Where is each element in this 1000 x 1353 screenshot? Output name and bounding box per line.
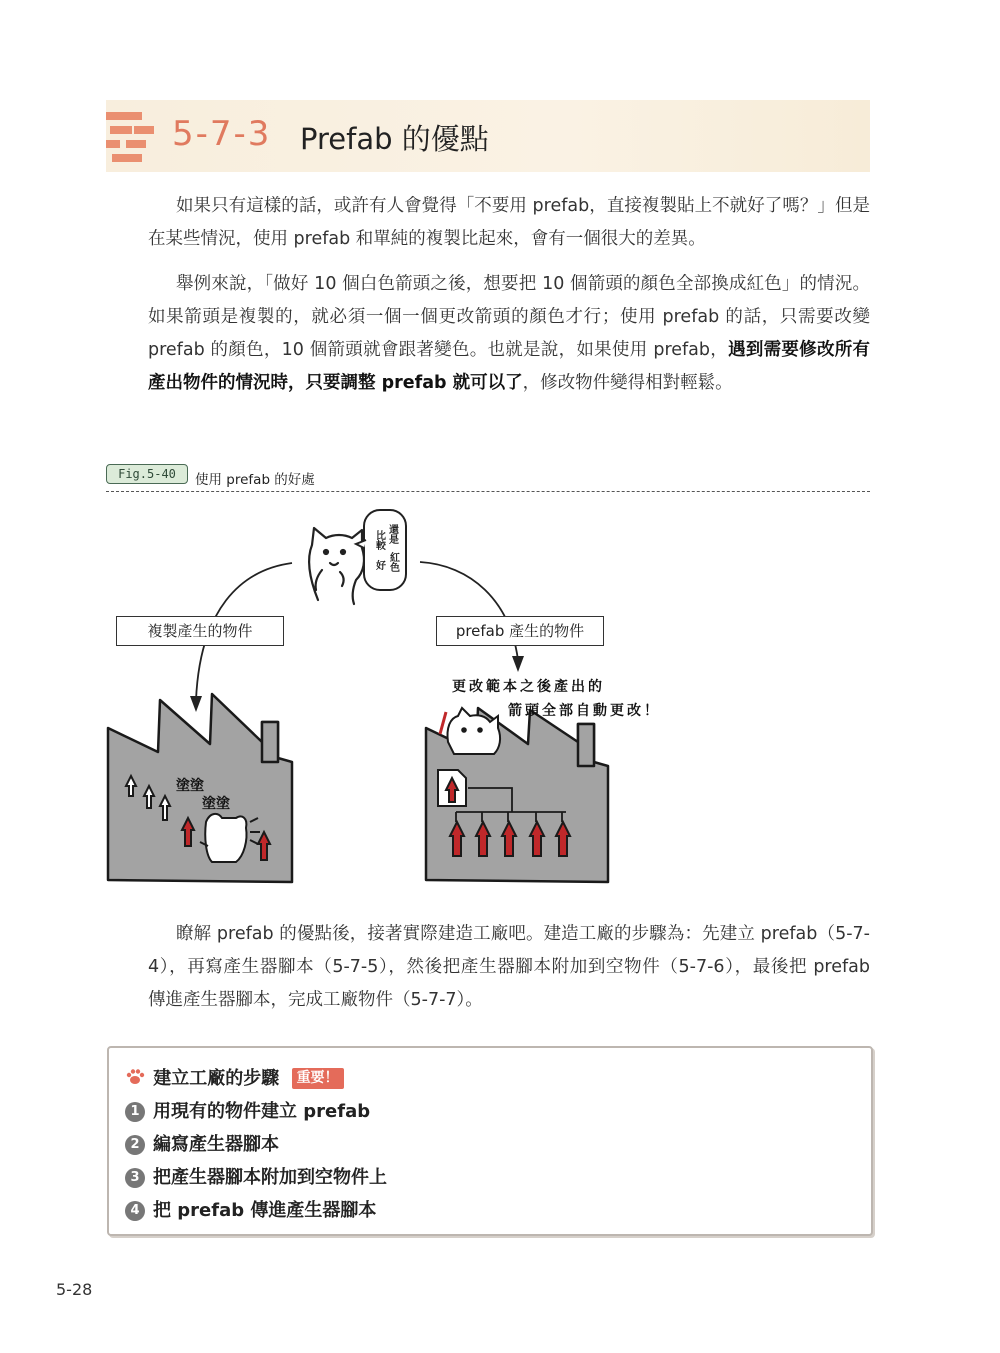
steps-box <box>107 1046 873 1236</box>
bubble-line-3: 好 <box>373 560 385 570</box>
important-badge: 重要！ <box>292 1068 344 1089</box>
step-number-1: 1 <box>125 1102 145 1122</box>
copy-objects-label: 複製產生的物件 <box>116 616 284 646</box>
steps-header <box>125 1064 344 1091</box>
paragraph-2-bold: 遇到需要修改所有產出物件的情況時，只要調整 prefab 就可以了 <box>148 340 870 393</box>
right-note-line-2: 箭頭全部自動更改！ <box>508 703 661 719</box>
speech-bubble <box>356 510 406 590</box>
step-item-1 <box>125 1097 370 1123</box>
step-number-2: 2 <box>125 1135 145 1155</box>
step-text-1: 用現有的物件建立 prefab <box>153 1101 371 1122</box>
prefab-objects-label: prefab 產生的物件 <box>436 616 604 646</box>
figure-caption: 使用 prefab 的好處 <box>195 472 315 488</box>
section-number: 5-7-3 <box>172 114 272 154</box>
step-number-4: 4 <box>125 1201 145 1221</box>
paragraph-1-text: 如果只有這樣的話，或許有人會覺得「不要用 prefab，直接複製貼上不就好了嗎？」但是在某些情況，使用 prefab 和單純的複製比起來，會有一個很大的差異。 <box>148 196 870 249</box>
step-item-3 <box>125 1163 387 1189</box>
left-sound-2: 塗塗 <box>202 796 230 812</box>
paragraph-2-part1: 舉例來說，「做好 10 個白色箭頭之後，想要把 10 個箭頭的顏色全部換成紅色」的情況。如果箭頭是複製的，就必須一個一個更改箭頭的顏色才行；使用 prefab 的話，只需要改變 prefab 的顏色，10 個箭頭就會跟著變色。也就是說，如果使用 prefab， <box>148 274 870 360</box>
paragraph-2-part2: ，修改物件變得相對輕鬆。 <box>522 373 733 393</box>
step-text-4: 把 prefab 傳進產生器腳本 <box>153 1200 377 1221</box>
bubble-line-1: 還是 <box>386 524 398 544</box>
paragraph-3-text: 瞭解 prefab 的優點後，接著實際建造工廠吧。建造工廠的步驟為：先建立 prefab（5-7-4），再寫產生器腳本（5-7-5），然後把產生器腳本附加到空物件（5-7-6），最後把 prefab 傳進產生器腳本，完成工廠物件（5-7-7）。 <box>148 924 870 1010</box>
left-sound-1: 塗塗 <box>176 778 204 794</box>
step-item-2 <box>125 1130 279 1156</box>
right-note-line-1: 更改範本之後產出的 <box>452 679 605 695</box>
paw-icon <box>125 1068 147 1091</box>
step-item-4 <box>125 1196 376 1222</box>
steps-title: 建立工廠的步驟 <box>153 1068 280 1089</box>
page-number: 5-28 <box>56 1280 93 1299</box>
step-text-3: 把產生器腳本附加到空物件上 <box>153 1167 387 1188</box>
step-text-2: 編寫產生器腳本 <box>153 1134 279 1155</box>
bubble-line-4: 紅色 <box>387 552 399 572</box>
bubble-line-2: 比較 <box>373 530 385 550</box>
prefab-template-icon <box>438 770 466 806</box>
paragraph-3 <box>148 918 870 1017</box>
figure-label: Fig.5-40 <box>106 464 188 484</box>
section-title: Prefab 的優點 <box>300 122 489 156</box>
cat-center-icon <box>309 528 364 604</box>
step-number-3: 3 <box>125 1168 145 1188</box>
